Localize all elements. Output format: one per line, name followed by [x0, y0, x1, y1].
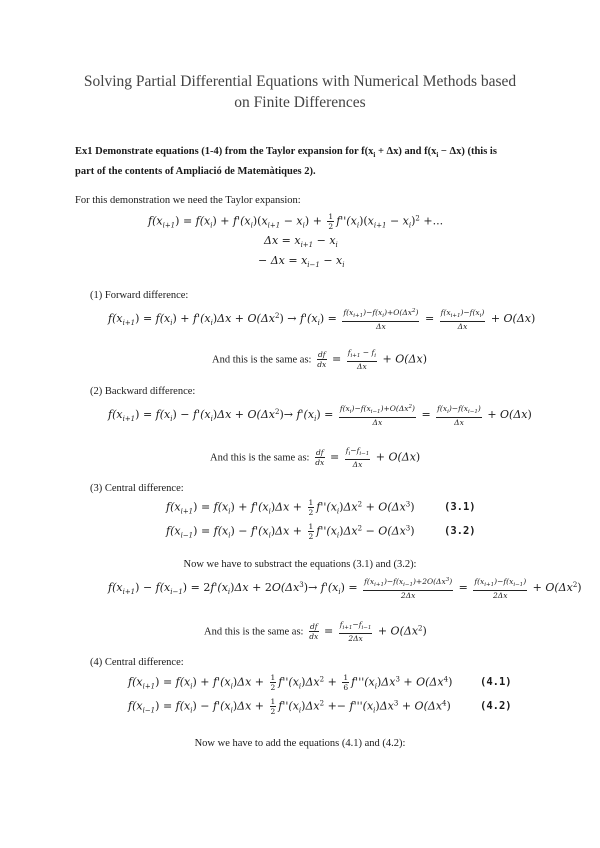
- backward-same-as: And this is the same as: $\frac{df}{dx}$ = $\frac{f_i-f_{i-1}}{\Delta x}$ + O(Δx): [210, 446, 421, 469]
- subtract-text: Now we have to substract the equations (3.1) and (3.2):: [183, 559, 417, 570]
- intro-text: For this demonstration we need the Taylor expansion:: [75, 195, 301, 206]
- taylor-expansion: $f(x_{i+1}) = f(x_i) + f'(x_i)(x_{i+1} - x_i)$ + $\frac{1}{2}$ $f''(x_i)(x_{i+1} - x_i)^2$ +...: [148, 212, 444, 231]
- central-equation-3-2: $f(x_{i-1}) = f(x_i) - f'(x_i)\Delta x$ + $\frac{1}{2}$ $f''(x_i)\Delta x^2 - O(\Delta x^3)$: [166, 522, 415, 541]
- equation-tag-4-2: (4.2): [480, 700, 512, 712]
- delta-x-forward: $\Delta x = x_{i+1} - x_i$: [264, 234, 338, 249]
- forward-same-as: And this is the same as: $\frac{df}{dx}$ = $\frac{f_{i+1} - f_i}{\Delta x}$ + O(Δx): [212, 348, 427, 371]
- exercise-heading-line-1: Ex1 Demonstrate equations (1-4) from the Taylor expansion for $f(x_i + \Delta x)$ and $f(x_i - \Delta x)$ (this is: [75, 146, 497, 159]
- central-equation-4-2: $f(x_{i-1}) = f(x_i) - f'(x_i)\Delta x$ + $\frac{1}{2}$ $f''(x_i)\Delta x^2 +- f'''(x_i)\Delta x^3 + O(\Delta x^4)$: [128, 697, 451, 716]
- central-equation-4-1: $f(x_{i+1}) = f(x_i) + f'(x_i)\Delta x$ + $\frac{1}{2}$ $f''(x_i)\Delta x^2$ + $\frac{1}{6}$ $f'''(x_i)\Delta x^3 + O(\Delta x^4)$: [128, 673, 453, 692]
- section-central-2-label: (4) Central difference:: [90, 657, 184, 668]
- central-difference-result: $f(x_{i+1}) - f(x_{i-1}) = 2f'(x_i)\Delta x + 2O(\Delta x^3)\to f'(x_i)$ = $\frac{f(x_{i+1})-f(x_{i-1})+2O(\Delta x^3)}{2\Delta x}$ = $\frac{f(x_{i+1})-f(x_{i-1})}{2\Delta x}$ + $O(\Delta x^2)$: [108, 576, 582, 600]
- exercise-heading-line-2: part of the contents of Ampliació de Matemàtiques 2).: [75, 166, 316, 177]
- backward-difference-equation: $f(x_{i+1}) = f(x_i) - f'(x_i)\Delta x + O(\Delta x^2)\to f'(x_i)$ = $\frac{f(x_i)-f(x_{i-1})+O(\Delta x^2)}{\Delta x}$ = $\frac{f(x_i)-f(x_{i-1})}{\Delta x}$ + O(Δx): [108, 403, 532, 427]
- forward-difference-equation: $f(x_{i+1}) = f(x_i) + f'(x_i)\Delta x + O(\Delta x^2) \to f'(x_i)$ = $\frac{f(x_{i+1})-f(x_i)+O(\Delta x^2)}{\Delta x}$ = $\frac{f(x_{i+1})-f(x_i)}{\Delta x}$ + O(Δx): [108, 307, 536, 331]
- section-forward-label: (1) Forward difference:: [90, 290, 189, 301]
- equation-tag-3-2: (3.2): [444, 525, 476, 537]
- delta-x-backward: − $\Delta x = x_{i-1} - x_i$: [258, 254, 345, 269]
- document-title-line-2: on Finite Differences: [234, 94, 366, 111]
- central-equation-3-1: $f(x_{i+1}) = f(x_i) + f'(x_i)\Delta x$ + $\frac{1}{2}$ $f''(x_i)\Delta x^2 + O(\Delta x^3)$: [166, 498, 415, 517]
- equation-tag-3-1: (3.1): [444, 501, 476, 513]
- add-text: Now we have to add the equations (4.1) and (4.2):: [194, 738, 406, 749]
- document-title-line-1: Solving Partial Differential Equations with Numerical Methods based: [83, 73, 517, 90]
- equation-tag-4-1: (4.1): [480, 676, 512, 688]
- section-backward-label: (2) Backward difference:: [90, 386, 196, 397]
- central-same-as: And this is the same as: $\frac{df}{dx}$ = $\frac{f_{i+1}-f_{i-1}}{2\Delta x}$ + $O(\Delta x^2)$: [204, 620, 427, 643]
- section-central-1-label: (3) Central difference:: [90, 483, 184, 494]
